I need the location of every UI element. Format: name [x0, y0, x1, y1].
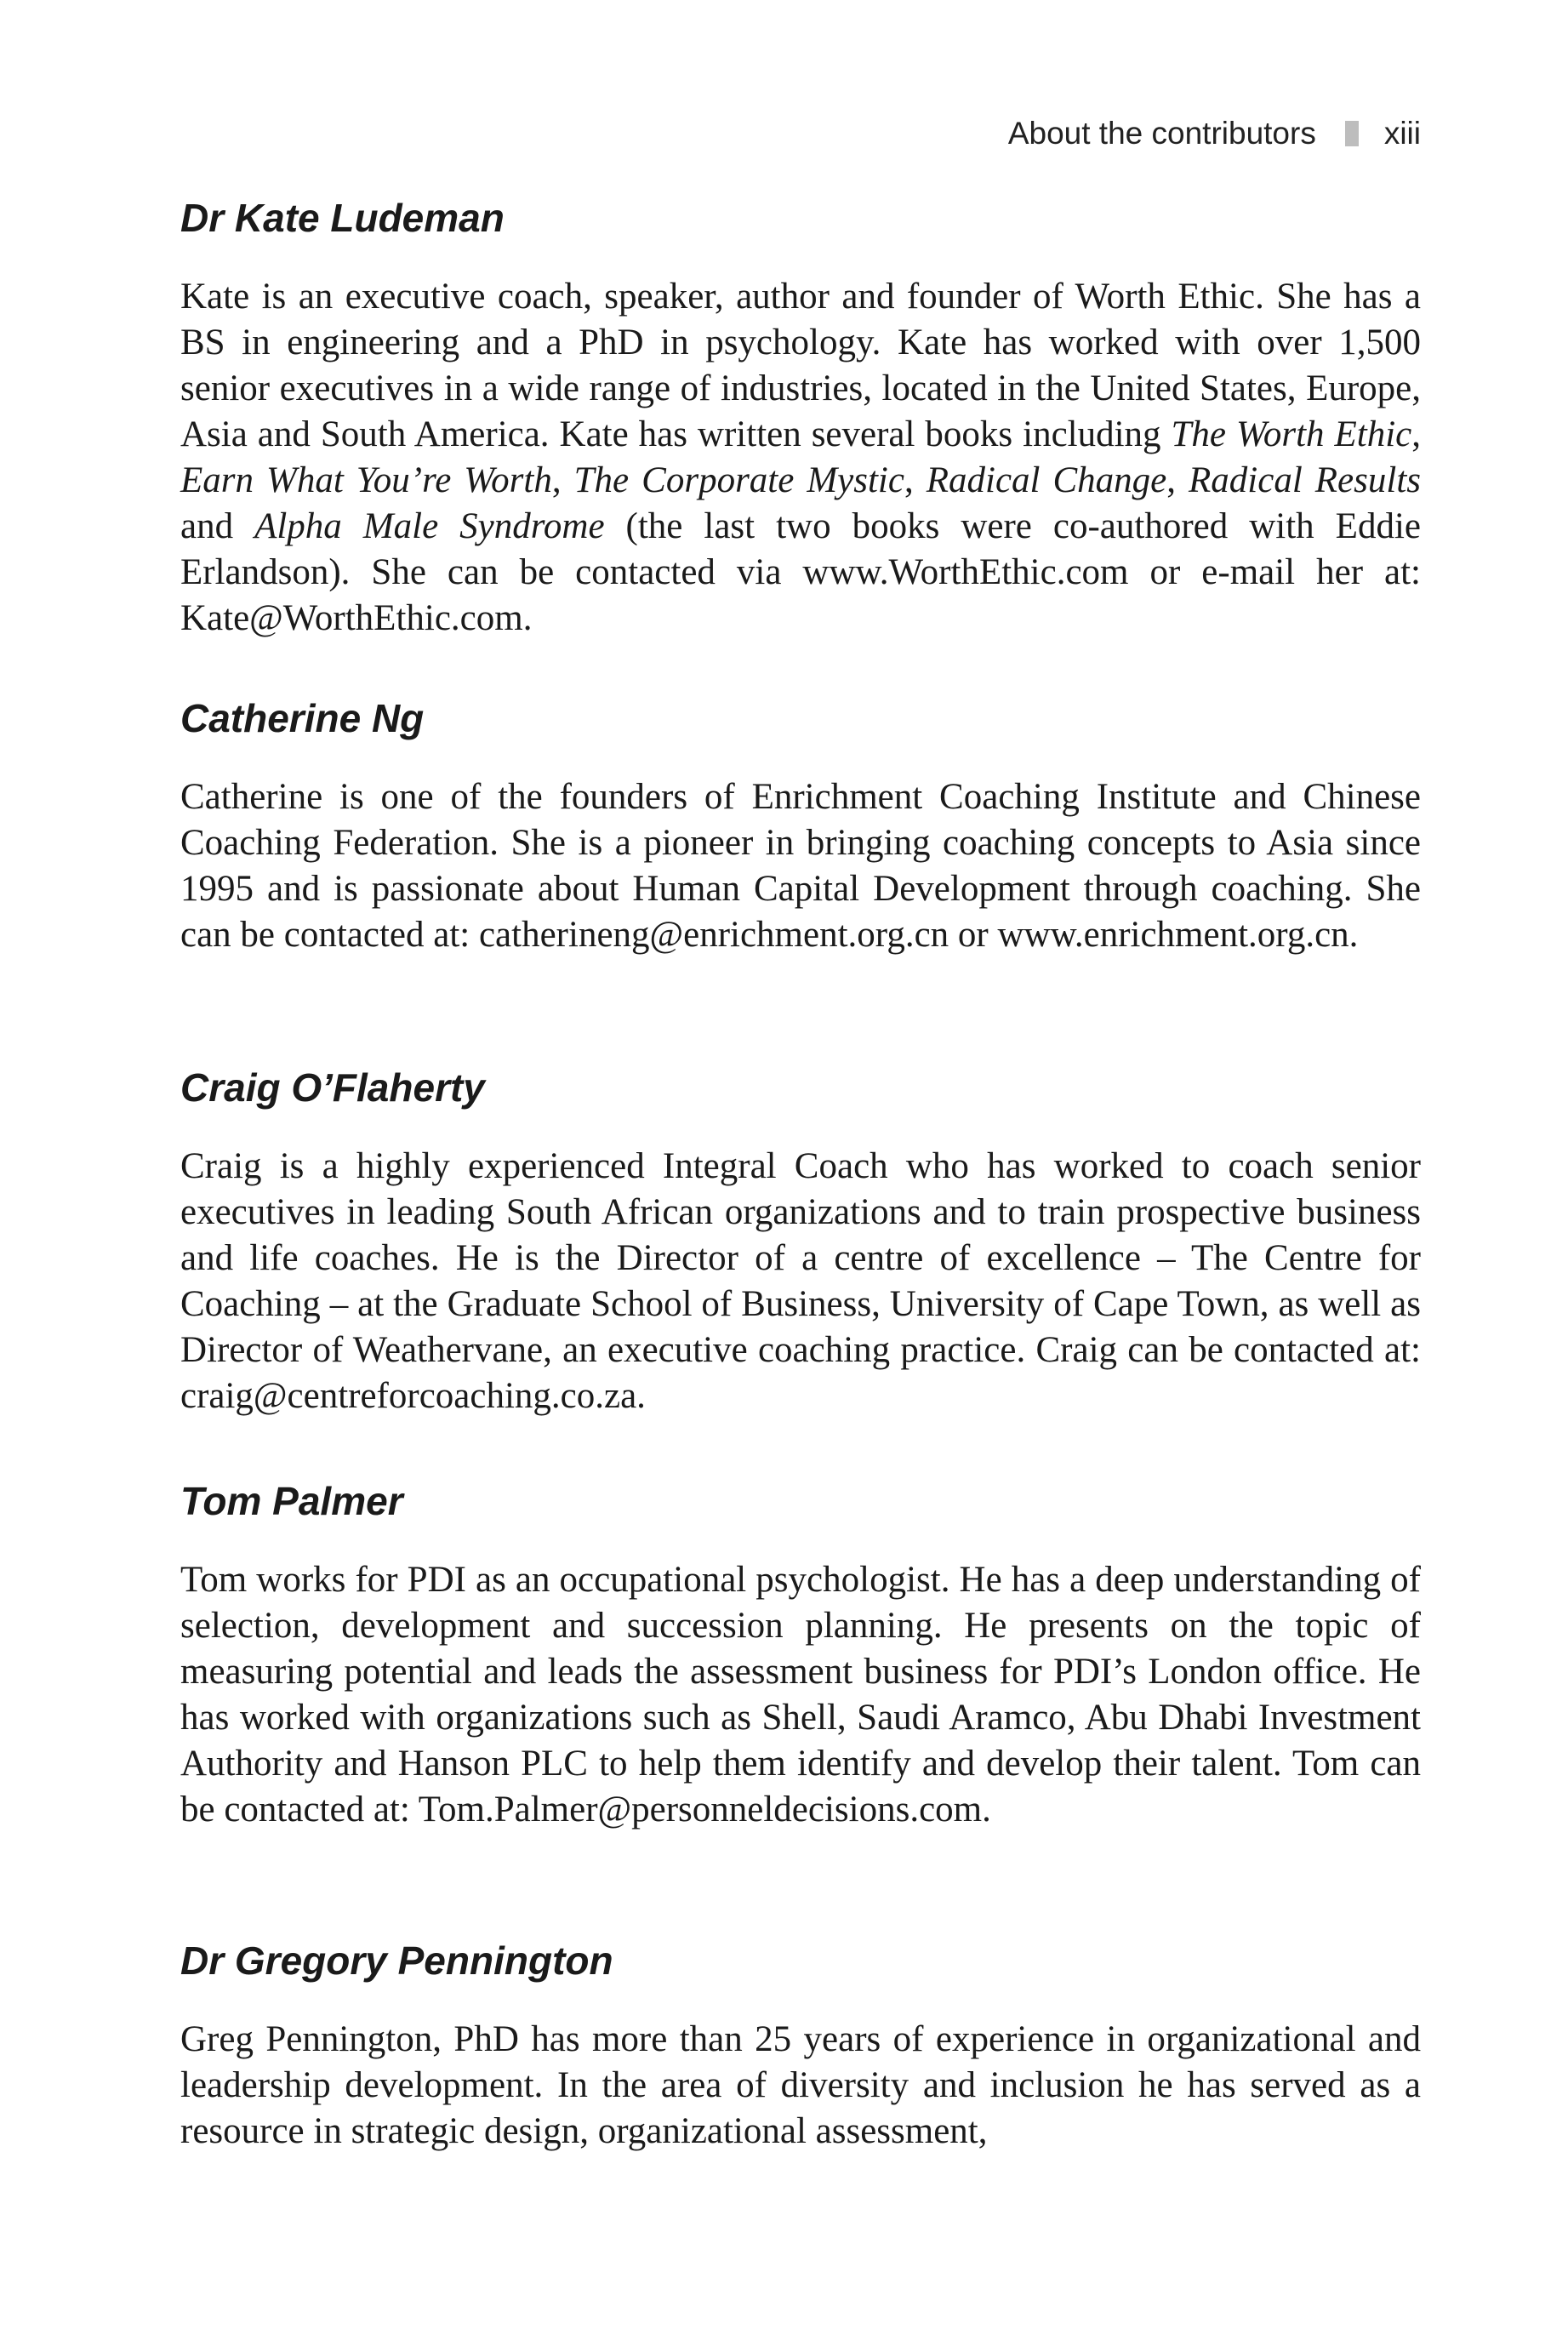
bio-text: , [1166, 460, 1189, 500]
contributor-entry-tom-palmer [180, 1476, 1421, 1833]
page-number: xiii [1383, 116, 1421, 151]
bio-text: Kate is an executive coach, speaker, author and founder of Worth Ethic. She has a BS in engineering and a PhD in psychology. Kate has worked with over 1,500 senior executives in a wide range of industries, located in the United States, Europe, Asia and South America. Kate has written several books including [180, 277, 1421, 454]
contributor-name: Tom Palmer [180, 1479, 403, 1523]
book-title: Radical Results [1189, 460, 1422, 500]
running-head [970, 112, 1421, 155]
bio-text: and [180, 506, 255, 546]
contributor-name: Dr Gregory Pennington [180, 1938, 613, 1983]
contributor-bio: Greg Pennington, PhD has more than 25 years of experience in organizational and leadership development. In the area of diversity and inclusion he has served as a resource in strategic design, organizational assessment, [180, 2019, 1421, 2151]
book-title: Alpha Male Syndrome [254, 506, 605, 546]
contributor-bio: Craig is a highly experienced Integral Coach who has worked to coach senior executives in leading South African organizations and to train prospective business and life coaches. He is the Director of a centre of excellence – The Centre for Coaching – at the Graduate School of Business, University of Cape Town, as well as Director of Weathervane, an executive coaching practice. Craig can be contacted at: craig@centreforcoaching.co.za. [180, 1146, 1421, 1416]
contributor-entry-catherine-ng [180, 693, 1421, 958]
contributor-entry-craig-oflaherty [180, 1062, 1421, 1419]
section-title: About the contributors [1007, 116, 1316, 151]
bio-text: , [551, 460, 574, 500]
book-title: Earn What You’re Worth [180, 460, 552, 500]
contributor-name: Dr Kate Ludeman [180, 196, 505, 240]
contributor-bio [180, 274, 1421, 642]
book-title: The Worth Ethic [1171, 414, 1412, 454]
book-title: The Corporate Mystic [573, 460, 904, 500]
bio-text: , [904, 460, 927, 500]
bio-text: (the last two books were co-authored with Eddie Erlandson). She can be contacted via www.WorthEthic.com or e-mail her at: Kate@WorthEthic.com. [180, 506, 1421, 638]
contributor-entry-kate-ludeman [180, 192, 1421, 642]
book-title: Radical Change [926, 460, 1167, 500]
contributor-bio: Tom works for PDI as an occupational psychologist. He has a deep understanding of selection, development and succession planning. He presents on the topic of measuring potential and leads the assessment business for PDI’s London office. He has worked with organizations such as Shell, Saudi Aramco, Abu Dhabi Investment Authority and Hanson PLC to help them identify and develop their talent. Tom can be contacted at: Tom.Palmer@personneldecisions.com. [180, 1560, 1421, 1830]
contributor-entry-gregory-pennington [180, 1935, 1421, 2155]
contributor-name: Craig O’Flaherty [180, 1065, 485, 1110]
separator-marker [1345, 121, 1359, 146]
bio-text: , [1411, 414, 1421, 454]
contributor-name: Catherine Ng [180, 696, 425, 740]
contributor-bio: Catherine is one of the founders of Enrichment Coaching Institute and Chinese Coaching Federation. She is a pioneer in bringing coaching concepts to Asia since 1995 and is passionate about Human Capital Development through coaching. She can be contacted at: catherineng@enrichment.org.cn or www.enrichment.org.cn. [180, 777, 1421, 955]
